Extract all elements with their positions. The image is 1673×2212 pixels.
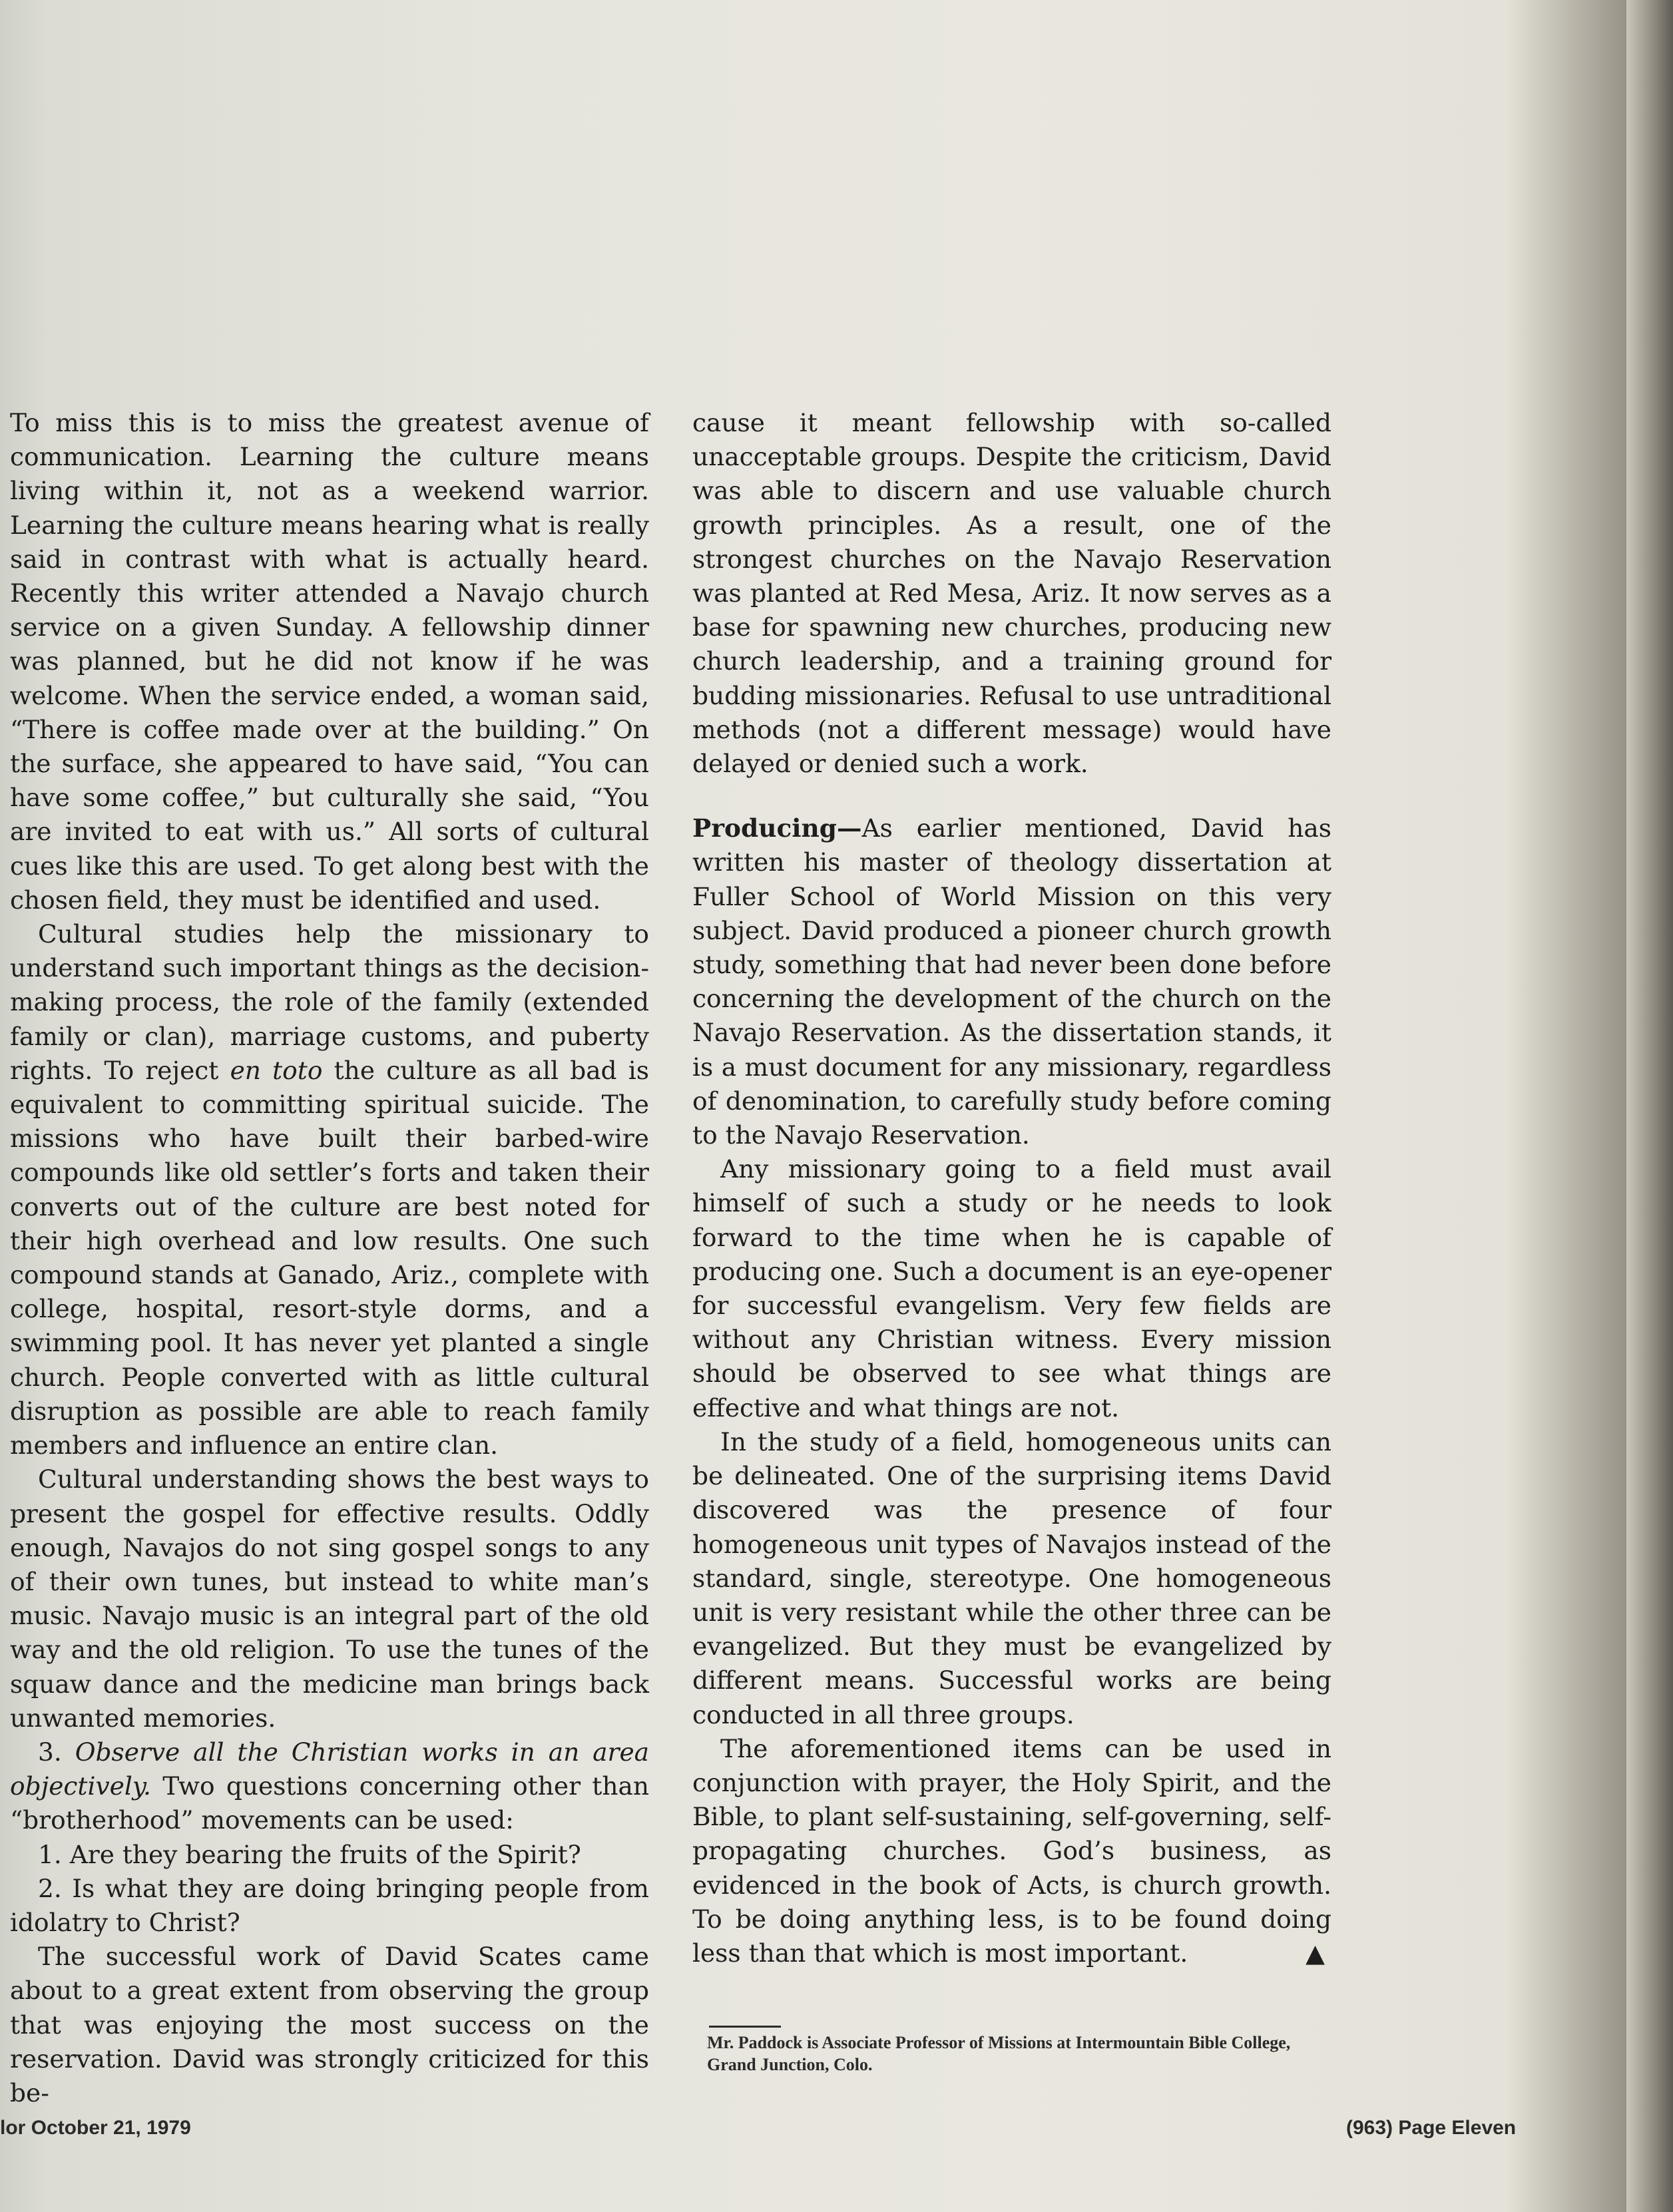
paragraph-homogeneous-units: In the study of a field, homogeneous units can be delineated. One of the surprising items David discovered was the presence of four homogeneous unit types of Navajos instead of the standard, single, stereotype. One homogeneous unit is very resistant while the other three can be evangelized. But they must be evangelized by different means. Successful works are being conducted in all three groups. [692, 1427, 1331, 1729]
page-edge-shadow [1626, 0, 1673, 2212]
paragraph-cultural-understanding: Cultural understanding shows the best ways to present the gospel for effective results. Oddly enough, Navajos do not sing gospel songs to any of their own tunes, but instead to white man’s music. Navajo music is an integral part of the old way and the old religion. To use the tunes of the squaw dance and the medicine man brings back unwanted memories. [10, 1464, 649, 1733]
paragraph-red-mesa: cause it meant fellowship with so-called unacceptable groups. Despite the criticism, David was able to discern and use valuable church growth principles. As a result, one of the strongest churches on the Navajo Reservation was planted at Red Mesa, Ariz. It now serves as a base for spawning new churches, producing new church leadership, and a training ground for budding missionaries. Refusal to use untraditional methods (not a different message) would have delayed or denied such a work. [692, 408, 1331, 779]
producing-text: As earlier mentioned, David has written his master of theology dissertation at Fuller School of World Mission on this very subject. David produced a pioneer church growth study, something that had never been done before concerning the development of the church on the Navajo Reservation. As the dissertation stands, it is a must document for any missionary, regardless of denomination, to carefully study before coming to the Navajo Reservation. [692, 813, 1331, 1150]
end-of-article-icon: ▲ [1306, 1938, 1325, 1968]
article-right-column [692, 406, 1331, 1970]
article-left-column [10, 406, 649, 2110]
question-2: 2. Is what they are doing bringing people from idolatry to Christ? [10, 1873, 649, 1937]
paragraph-producing [692, 811, 1331, 1152]
paragraph-item-3 [10, 1735, 649, 1838]
paragraph-conclusion [692, 1732, 1331, 1970]
item3-number: 3. [38, 1737, 62, 1767]
author-footnote: Mr. Paddock is Associate Professor of Missions at Intermountain Bible College, Grand Junction, Colo. [707, 2033, 1291, 2074]
italic-en-toto: en toto [230, 1055, 323, 1085]
producing-heading: Producing— [692, 813, 862, 843]
item3-rest: Two questions concerning other than “brotherhood” movements can be used: [10, 1771, 649, 1835]
footer-date: lor October 21, 1979 [0, 2117, 191, 2139]
question-1: 1. Are they bearing the fruits of the Spirit? [38, 1839, 581, 1869]
footer-page-number: (963) Page Eleven [1346, 2117, 1517, 2139]
text-cultural-studies-start: Cultural studies help the missionary to understand such important things as the decision-making process, the role of the family (extended family or clan), marriage customs, and puberty rights. To reject [10, 919, 649, 1085]
paragraph-culture-cues: To miss this is to miss the greatest avenue of communication. Learning the culture means living within it, not as a weekend warrior. Learning the culture means hearing what is really said in contrast with what is actually heard. Recently this writer attended a Navajo church service on a given Sunday. A fellowship dinner was planned, but he did not know if he was welcome. When the service ended, a woman said, “There is coffee made over at the building.” On the surface, she appeared to have said, “You can have some coffee,” but culturally she said, “You are invited to eat with us.” All sorts of cultural cues like this are used. To get along best with the chosen field, they must be identified and used. [10, 408, 649, 915]
conclusion-text: The aforementioned items can be used in conjunction with prayer, the Holy Spirit, and the Bible, to plant self-sustaining, self-governing, self-propagating churches. God’s business, as evidenced in the book of Acts, is church growth. To be doing anything less, is to be found doing less than that which is most important. [692, 1733, 1331, 1968]
text-cultural-studies-end: the culture as all bad is equivalent to committing spiritual suicide. The missions who have built their barbed-wire compounds like old settler’s forts and taken their converts out of the culture are best noted for their high overhead and low results. One such compound stands at Ganado, Ariz., complete with college, hospital, resort-style dorms, and a swimming pool. It has never yet planted a single church. People converted with as little cultural disruption as possible are able to reach family members and influence an entire clan. [10, 1055, 649, 1460]
paragraph-any-missionary: Any missionary going to a field must avail himself of such a study or he needs to look forward to the time when he is capable of producing one. Such a document is an eye-opener for successful evangelism. Very few fields are without any Christian witness. Every mission should be observed to see what things are effective and what things are not. [692, 1154, 1331, 1423]
footnote-rule [709, 2026, 781, 2028]
item3-italic: Observe all the Christian works in an area objectively. [10, 1737, 649, 1801]
paragraph-david-scates: The successful work of David Scates came about to a great extent from observing the group that was enjoying the most success on the reservation. David was strongly criticized for this be- [10, 1942, 649, 2107]
paragraph-cultural-studies [10, 917, 649, 1462]
